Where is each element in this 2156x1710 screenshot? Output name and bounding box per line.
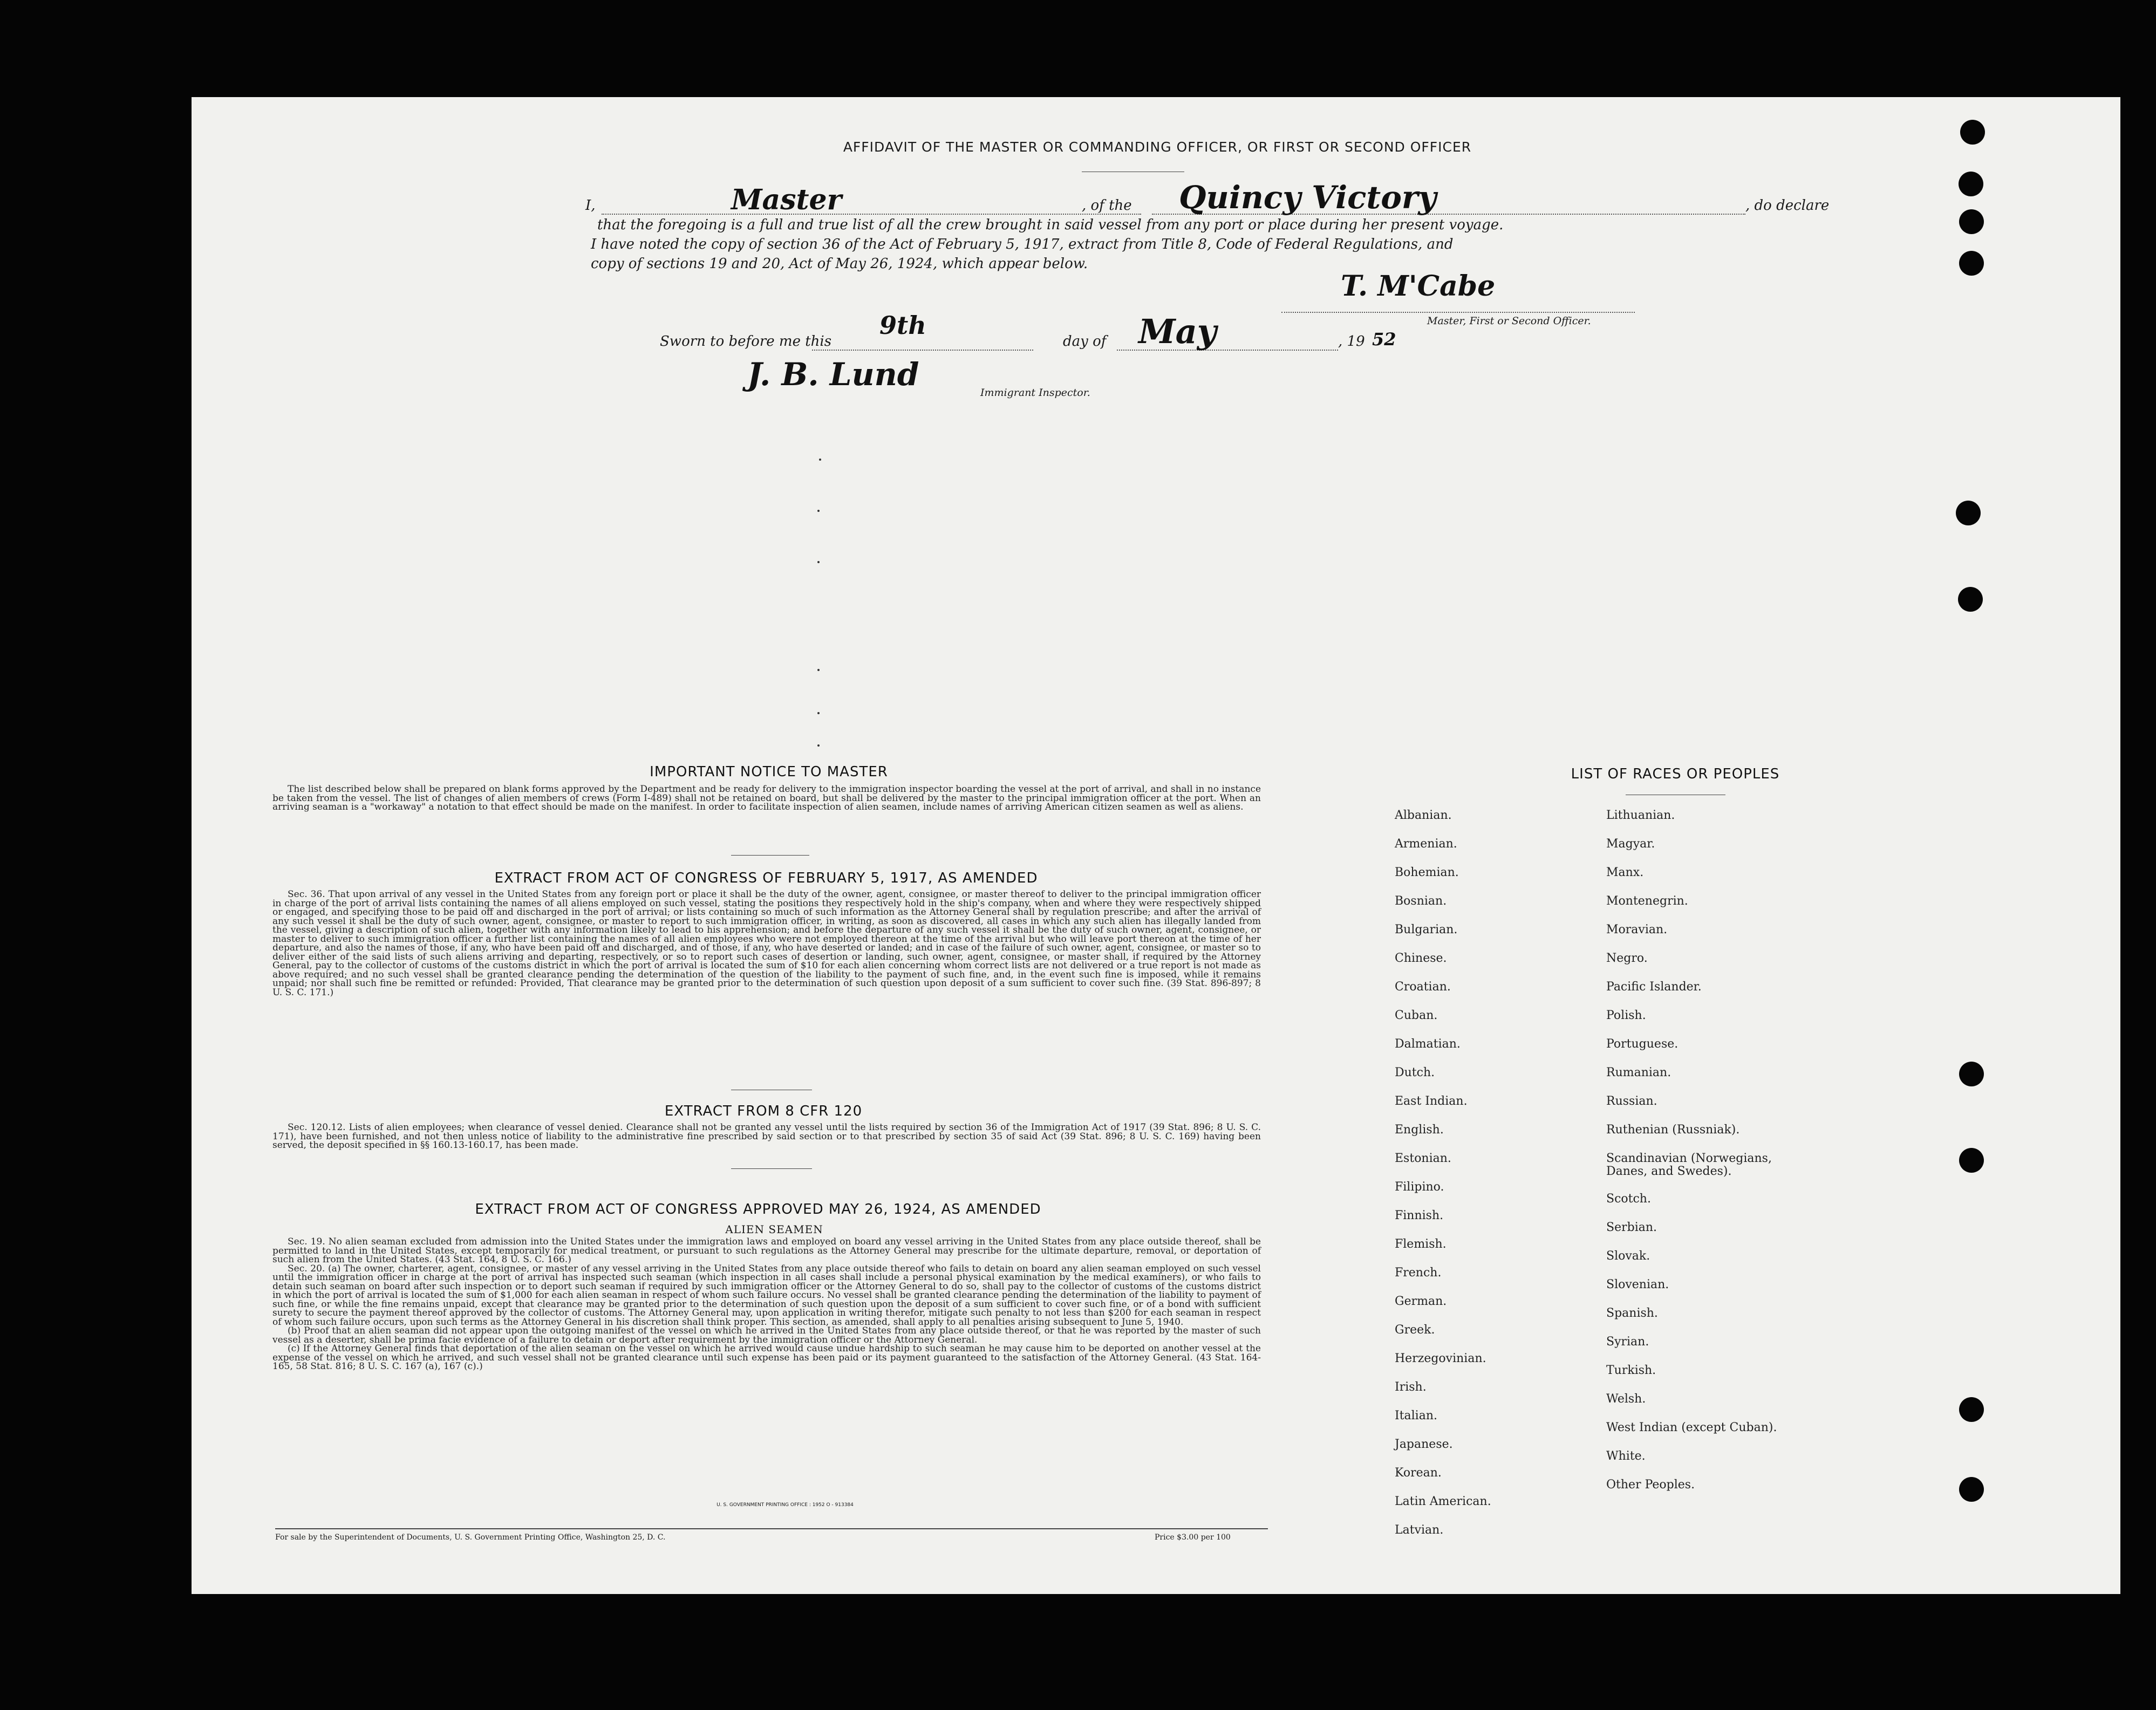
- race-item: Lithuanian.: [1606, 809, 1675, 822]
- race-item: Rumanian.: [1606, 1066, 1671, 1079]
- race-item: Magyar.: [1606, 837, 1655, 851]
- master-name-handwriting: Master: [731, 183, 842, 216]
- section-20b-paragraph: (b) Proof that an alien seaman did not appear upon the outgoing manifest of the vessel on which he arrived in the United States from any place outside thereof, or that he was reported by the master of such vessel as a deserter, shall be prima facie evidence of a failure to detain or deport after requirement by the immigration officer or the Attorney General.: [272, 1325, 1261, 1345]
- race-item: Russian.: [1606, 1095, 1657, 1108]
- footer-rule: [275, 1528, 1268, 1529]
- race-item: Bohemian.: [1395, 866, 1459, 879]
- race-item: Albanian.: [1395, 809, 1452, 822]
- declaration-of-the: , of the: [1082, 197, 1132, 214]
- race-item: Scandinavian (Norwegians, Danes, and Swedes).: [1606, 1152, 1772, 1178]
- race-item: Slovenian.: [1606, 1278, 1669, 1291]
- binder-hole: [1959, 209, 1984, 234]
- race-item: Bulgarian.: [1395, 923, 1458, 936]
- master-signature: T. M'Cabe: [1341, 270, 1496, 303]
- extract-cfr-divider: [731, 1168, 812, 1169]
- notice-paragraph: The list described below shall be prepared on blank forms approved by the Department and be ready for delivery to the immigration inspector boarding the vessel at the port of arrival, and shall in no instance be taken from the vessel. The list of changes of alien members of crews (Form I-489) shall not be retained on board, but shall be delivered by the master to the principal immigration officer at the port. When an arriving seaman is a "workaway" a notation to that effect should be made on the manifest. In order to facilitate inspection of alien seamen, include names of arriving American citizen seamen as well as aliens.: [272, 784, 1261, 812]
- declaration-line-4: copy of sections 19 and 20, Act of May 26, 1924, which appear below.: [591, 256, 1088, 272]
- race-item: Italian.: [1395, 1409, 1437, 1422]
- declaration-line-2: that the foregoing is a full and true list of all the crew brought in said vessel from any port or place during her present voyage.: [597, 217, 1504, 233]
- declaration-suffix: , do declare: [1745, 197, 1830, 214]
- binder-hole: [1959, 1148, 1984, 1173]
- inspector-caption: Immigrant Inspector.: [980, 387, 1090, 399]
- section-20c-paragraph: (c) If the Attorney General finds that deportation of the alien seaman on the vessel on which he arrived would cause undue hardship to such seaman he may cause him to be deported on another vessel at the expense of the vessel on which he arrived, and such vessel shall not be granted clearance until such expense has been paid or its payment guaranteed to the satisfaction of the Attorney General. (43 Stat. 164-165, 58 Stat. 816; 8 U. S. C. 167 (a), 167 (c).): [272, 1343, 1261, 1372]
- document-page: [192, 97, 2120, 1594]
- binder-hole: [1959, 1397, 1984, 1422]
- extract-cfr-paragraph: Sec. 120.12. Lists of alien employees; when clearance of vessel denied. Clearance shall not be granted any vessel until the lists required by section 36 of the Immigration Act of 1917 (39 Stat. 896; 8 U. S. C. 171), have been furnished, and not then unless notice of liability to the administrative fine prescribed by said section or to that prescribed by section 35 of said Act (39 Stat. 896; 8 U. S. C. 169) having been served, the deposit specified in §§ 160.13-160.17, has been made.: [272, 1122, 1261, 1151]
- race-item: Korean.: [1395, 1466, 1442, 1480]
- race-item: Finnish.: [1395, 1209, 1444, 1222]
- master-signature-line: [1281, 312, 1635, 313]
- race-item: Dalmatian.: [1395, 1037, 1461, 1051]
- stray-mark: [817, 561, 820, 563]
- race-item: Other Peoples.: [1606, 1478, 1695, 1492]
- day-fill-line: [812, 350, 1033, 351]
- footer-price: Price $3.00 per 100: [1155, 1533, 1231, 1542]
- printing-office-note: U. S. GOVERNMENT PRINTING OFFICE : 1952 O - 913384: [717, 1502, 854, 1508]
- race-item: Armenian.: [1395, 837, 1457, 851]
- race-item: Scotch.: [1606, 1192, 1651, 1206]
- race-item: Latvian.: [1395, 1523, 1444, 1537]
- stray-mark: [817, 669, 820, 671]
- extract-1917-title: EXTRACT FROM ACT OF CONGRESS OF FEBRUARY 5, 1917, AS AMENDED: [494, 870, 1038, 886]
- race-item: Herzegovinian.: [1395, 1352, 1486, 1365]
- race-item: East Indian.: [1395, 1095, 1468, 1108]
- race-item: Turkish.: [1606, 1364, 1656, 1377]
- race-item: French.: [1395, 1266, 1442, 1280]
- extract-1917-paragraph: Sec. 36. That upon arrival of any vessel in the United States from any foreign port or place it shall be the duty of the owner, agent, consignee, or master thereof to deliver to the principal immigration officer in charge of the port of arrival lists containing the names of all aliens employed on such vessel, stating the positions they respectively hold in the ship's company, when and where they were respectively shipped or engaged, and specifying those to be paid off and discharged in the port of arrival; or lists containing so much of such information as the Attorney General shall by regulation prescribe; and after the arrival of any such vessel it shall be the duty of such owner, agent, consignee, or master to report to such immigration officer, in writing, as soon as discovered, all cases in which any such alien has illegally landed from the vessel, giving a description of such alien, together with any information likely to lead to his apprehension; and before the departure of any such vessel it shall be the duty of such owner, agent, consignee, or master to deliver to such immigration officer a further list containing the names of all alien employees who were not employed thereon at the time of the arrival but who will leave port thereon at the time of her departure, and also the names of those, if any, who have been paid off and discharged, and of those, if any, who have deserted or landed; and in case of the failure of such owner, agent, consignee, or master so to deliver either of the said lists of such aliens arriving and departing, respectively, or so to report such cases of desertion or landing, such owner, agent, consignee, or master shall, if required by the Attorney General, pay to the collector of customs of the customs district in which the port of arrival is located the sum of $10 for each alien concerning whom correct lists are not delivered or a true report is not made as above required; and no such vessel shall be granted clearance pending the determination of the question of the liability to the payment of such fine, and, in the event such fine is imposed, while it remains unpaid; nor shall such fine be remitted or refunded: Provided, That clearance may be granted prior to the determination of such question upon deposit of a sum sufficient to cover such fine. (39 Stat. 896-897; 8 U. S. C. 171.): [272, 889, 1261, 998]
- stray-mark: [817, 744, 820, 747]
- race-item: Manx.: [1606, 866, 1644, 879]
- race-item: Latin American.: [1395, 1495, 1491, 1508]
- vessel-name-handwriting: Quincy Victory: [1179, 179, 1437, 216]
- binder-hole: [1959, 251, 1984, 276]
- extract-1924-title: EXTRACT FROM ACT OF CONGRESS APPROVED MAY 26, 1924, AS AMENDED: [475, 1201, 1041, 1217]
- binder-hole: [1960, 120, 1985, 145]
- section-19-paragraph: Sec. 19. No alien seaman excluded from admission into the United States under the immigration laws and employed on board any vessel arriving in the United States from any place outside thereof, shall be permitted to land in the United States, except temporarily for medical treatment, or pursuant to such regulations as the Attorney General may prescribe for the ultimate departure, removal, or deportation of such alien from the United States. (43 Stat. 164, 8 U. S. C. 166.): [272, 1236, 1261, 1265]
- extract-cfr-text: [272, 1123, 1261, 1150]
- extract-1924-text: [272, 1237, 1261, 1371]
- stray-mark: [817, 510, 820, 512]
- sworn-day-handwriting: 9th: [879, 311, 926, 340]
- footer-sales-note: For sale by the Superintendent of Documents, U. S. Government Printing Office, Washington 25, D. C.: [275, 1533, 666, 1542]
- section-20a-paragraph: Sec. 20. (a) The owner, charterer, agent, consignee, or master of any vessel arriving in the United States from any place outside thereof who fails to detain on board any alien seaman employed on such vessel until the immigration officer in charge at the port of arrival has inspected such seaman (which inspection in all cases shall include a personal physical examination by the medical examiners), or who fails to detain such seaman on board after such inspection or to deport such seaman if required by such immigration officer or the Attorney General to do so, shall pay to the collector of customs of the customs district in which the port of arrival is located the sum of $1,000 for each alien seaman in respect of whom such failure occurs. No vessel shall be granted clearance pending the determination of the liability to payment of such fine, or while the fine remains unpaid, except that clearance may be granted prior to the determination of such question upon the deposit of a sum sufficient to cover such fine, or of a bond with sufficient surety to secure the payment thereof approved by the collector of customs. The Attorney General may, upon application in writing therefor, mitigate such penalty to not less than $200 for each seaman in respect of whom such failure occurs, upon such terms as the Attorney General in his discretion shall think proper. This section, as amended, shall apply to all penalties arising subsequent to June 5, 1940.: [272, 1263, 1261, 1328]
- race-item: Flemish.: [1395, 1237, 1447, 1251]
- notice-title: IMPORTANT NOTICE TO MASTER: [650, 764, 888, 780]
- sworn-day-of: day of: [1063, 333, 1107, 350]
- race-item: Filipino.: [1395, 1180, 1444, 1194]
- alien-seamen-subtitle: ALIEN SEAMEN: [725, 1223, 823, 1236]
- race-item: Irish.: [1395, 1380, 1427, 1394]
- race-item: Greek.: [1395, 1323, 1435, 1337]
- race-item: Croatian.: [1395, 980, 1451, 994]
- race-item: Montenegrin.: [1606, 894, 1688, 908]
- binder-hole: [1959, 1062, 1984, 1086]
- binder-hole: [1959, 172, 1983, 196]
- race-item: Dutch.: [1395, 1066, 1435, 1079]
- race-item: Estonian.: [1395, 1152, 1451, 1165]
- inspector-signature: J. B. Lund: [747, 356, 919, 393]
- race-item: Pacific Islander.: [1606, 980, 1702, 994]
- race-item: Japanese.: [1395, 1438, 1453, 1451]
- race-item: Bosnian.: [1395, 894, 1447, 908]
- race-item: Moravian.: [1606, 923, 1668, 936]
- race-item: White.: [1606, 1449, 1646, 1463]
- race-item: West Indian (except Cuban).: [1606, 1421, 1777, 1434]
- notice-text: [272, 785, 1261, 812]
- master-caption: Master, First or Second Officer.: [1427, 315, 1591, 327]
- name-fill-line: [602, 214, 1141, 215]
- binder-hole: [1959, 1477, 1984, 1502]
- race-item: English.: [1395, 1123, 1444, 1137]
- affidavit-title: AFFIDAVIT OF THE MASTER OR COMMANDING OFFICER, OR FIRST OR SECOND OFFICER: [843, 139, 1472, 155]
- sworn-month-handwriting: May: [1138, 312, 1217, 351]
- race-item: Portuguese.: [1606, 1037, 1679, 1051]
- race-item: Spanish.: [1606, 1307, 1658, 1320]
- race-item: Ruthenian (Russniak).: [1606, 1123, 1740, 1137]
- races-title: LIST OF RACES OR PEOPLES: [1571, 766, 1780, 782]
- race-item: Serbian.: [1606, 1221, 1657, 1234]
- extract-1917-text: [272, 890, 1261, 997]
- race-item: Welsh.: [1606, 1392, 1646, 1406]
- declaration-line-3: I have noted the copy of section 36 of the Act of February 5, 1917, extract from Title 8, Code of Federal Regulations, and: [591, 236, 1454, 252]
- race-item: Chinese.: [1395, 952, 1447, 965]
- race-item: Polish.: [1606, 1009, 1646, 1022]
- sworn-year-handwriting: 52: [1372, 329, 1396, 350]
- race-item: Cuban.: [1395, 1009, 1438, 1022]
- race-item: Slovak.: [1606, 1249, 1650, 1263]
- declaration-prefix: I,: [585, 197, 596, 214]
- race-item: Negro.: [1606, 952, 1648, 965]
- race-item: German.: [1395, 1295, 1447, 1308]
- stray-mark: [819, 459, 821, 461]
- sworn-prefix: Sworn to before me this: [660, 333, 832, 350]
- race-item: Syrian.: [1606, 1335, 1649, 1349]
- binder-hole: [1956, 501, 1981, 525]
- sworn-year-prefix: , 19: [1338, 333, 1365, 350]
- binder-hole: [1958, 587, 1983, 612]
- extract-cfr-title: EXTRACT FROM 8 CFR 120: [664, 1103, 863, 1119]
- stray-mark: [817, 712, 820, 714]
- notice-divider: [731, 855, 809, 856]
